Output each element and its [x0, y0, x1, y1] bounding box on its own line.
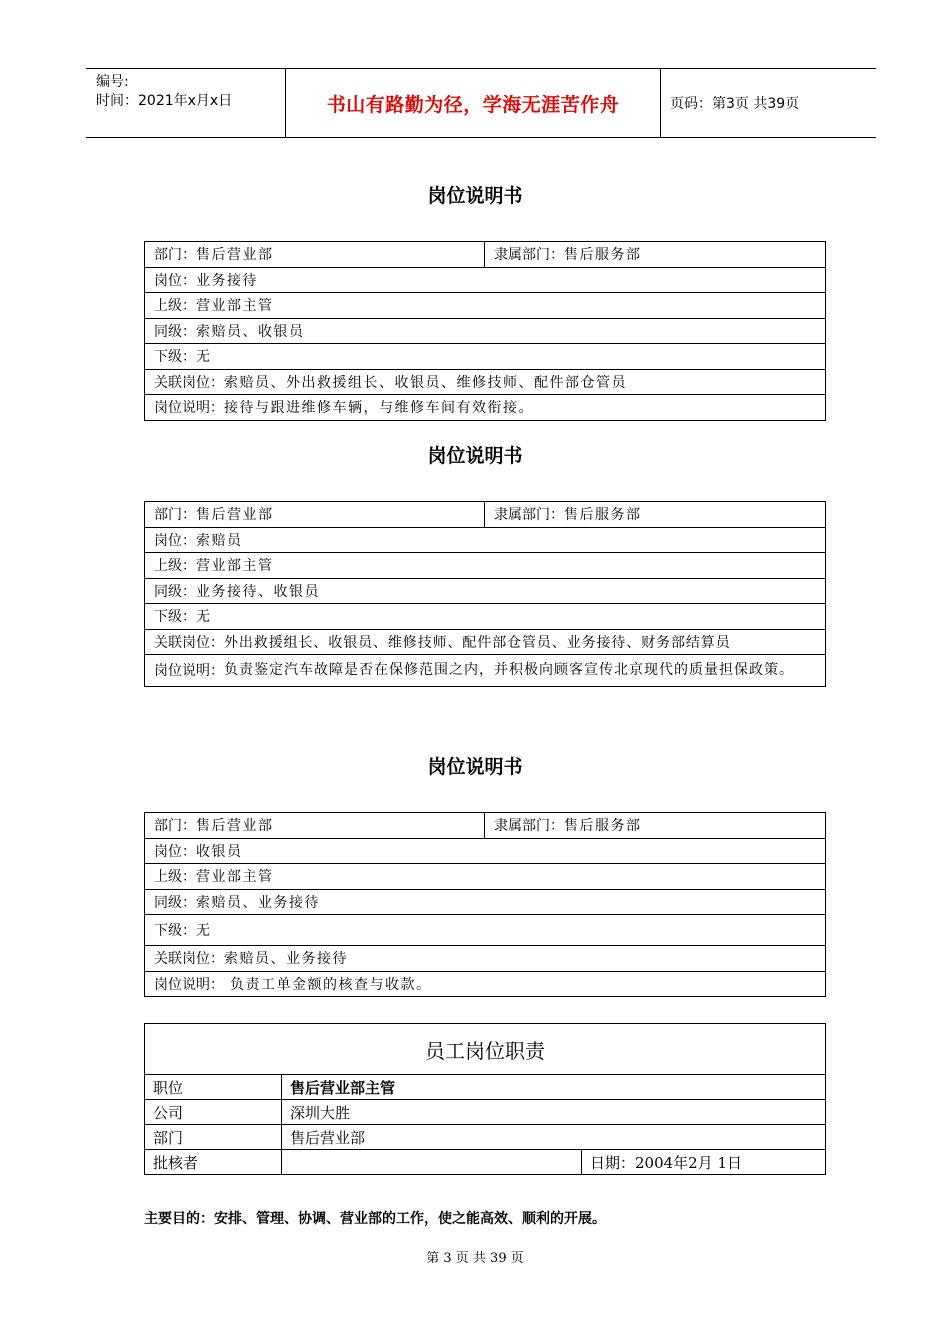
table-row: [145, 395, 826, 421]
duty-label-cell: 职位: [145, 1075, 282, 1100]
page-header: [86, 68, 876, 138]
time-label: 时间：2021年x月x日: [96, 93, 233, 109]
subordinate-cell: 下级：无: [145, 344, 826, 370]
table-row: [145, 915, 826, 946]
approver-value-cell: [282, 1150, 582, 1175]
table-row: [145, 629, 826, 655]
table-row: [145, 267, 826, 293]
header-meta: [86, 69, 286, 137]
post-cell: 岗位：收银员: [145, 838, 826, 864]
job-description-title-3: 岗位说明书: [427, 756, 523, 778]
duty-value-cell: 售后营业部主管: [282, 1075, 826, 1100]
post-description-cell: 岗位说明：接待与跟进维修车辆，与维修车间有效衔接。: [145, 395, 826, 421]
peer-cell: 同级：索赔员、收银员: [145, 318, 826, 344]
post-cell: 岗位：业务接待: [145, 267, 826, 293]
table-row: [145, 318, 826, 344]
subordinate-cell: 下级：无: [145, 604, 826, 630]
peer-cell: 同级：业务接待、收银员: [145, 578, 826, 604]
table-row: [145, 293, 826, 319]
table-row: [145, 655, 826, 687]
job-description-table-1: [144, 241, 826, 421]
dept-cell: 部门：售后营业部: [145, 242, 485, 268]
related-posts-cell: 关联岗位：外出救援组长、收银员、维修技师、配件部仓管员、业务接待、财务部结算员: [145, 629, 826, 655]
duty-value-cell: 售后营业部: [282, 1125, 826, 1150]
subordinate-cell: 下级：无: [145, 915, 826, 946]
duty-label-cell: 部门: [145, 1125, 282, 1150]
serial-label: 编号:: [96, 74, 129, 90]
parent-dept-cell: 隶属部门：售后服务部: [485, 242, 826, 268]
job-description-title-1: 岗位说明书: [427, 185, 523, 207]
table-row: [145, 838, 826, 864]
duty-label-cell: 公司: [145, 1100, 282, 1125]
table-row: [145, 527, 826, 553]
table-row: [145, 553, 826, 579]
related-posts-cell: 关联岗位：索赔员、业务接待: [145, 946, 826, 972]
job-description-title-2: 岗位说明书: [427, 445, 523, 467]
table-row: [145, 1150, 826, 1175]
parent-dept-cell: 隶属部门：售后服务部: [485, 813, 826, 839]
table-row: [145, 1024, 826, 1075]
page-footer: 第 3 页 共 39 页: [426, 1251, 524, 1266]
table-row: [145, 344, 826, 370]
duty-value-cell: 深圳大胜: [282, 1100, 826, 1125]
table-row: [145, 369, 826, 395]
dept-cell: 部门：售后营业部: [145, 502, 485, 528]
superior-cell: 上级：营业部主管: [145, 293, 826, 319]
peer-cell: 同级：索赔员、业务接待: [145, 889, 826, 915]
duty-label-cell: 批核者: [145, 1150, 282, 1175]
table-row: [145, 578, 826, 604]
post-description-cell: 岗位说明： 负责工单金额的核查与收款。: [145, 971, 826, 997]
table-row: [145, 604, 826, 630]
table-row: [145, 864, 826, 890]
table-row: [145, 1125, 826, 1150]
table-row: [145, 1100, 826, 1125]
table-row: [145, 889, 826, 915]
header-motto: 书山有路勤为径，学海无涯苦作舟: [286, 69, 661, 137]
table-row: [145, 813, 826, 839]
table-row: [145, 946, 826, 972]
superior-cell: 上级：营业部主管: [145, 553, 826, 579]
table-row: [145, 242, 826, 268]
job-description-table-3: [144, 812, 826, 997]
dept-cell: 部门：售后营业部: [145, 813, 485, 839]
job-description-table-2: [144, 501, 826, 687]
approval-date-cell: 日期：2004年2月 1日: [582, 1150, 826, 1175]
duty-table-title: 员工岗位职责: [145, 1024, 826, 1075]
post-description-cell: 岗位说明： 负责鉴定汽车故障是否在保修范围之内，并积极向顾客宣传北京现代的质量担保政策。: [145, 655, 826, 687]
header-page-number: 页码：第3页 共39页: [670, 96, 800, 112]
table-row: [145, 971, 826, 997]
parent-dept-cell: 隶属部门：售后服务部: [485, 502, 826, 528]
superior-cell: 上级：营业部主管: [145, 864, 826, 890]
staff-duty-table: [144, 1023, 826, 1175]
table-row: [145, 502, 826, 528]
related-posts-cell: 关联岗位：索赔员、外出救援组长、收银员、维修技师、配件部仓管员: [145, 369, 826, 395]
main-purpose: 主要目的：安排、管理、协调、营业部的工作，使之能高效、顺利的开展。: [144, 1211, 606, 1227]
post-cell: 岗位：索赔员: [145, 527, 826, 553]
table-row: [145, 1075, 826, 1100]
